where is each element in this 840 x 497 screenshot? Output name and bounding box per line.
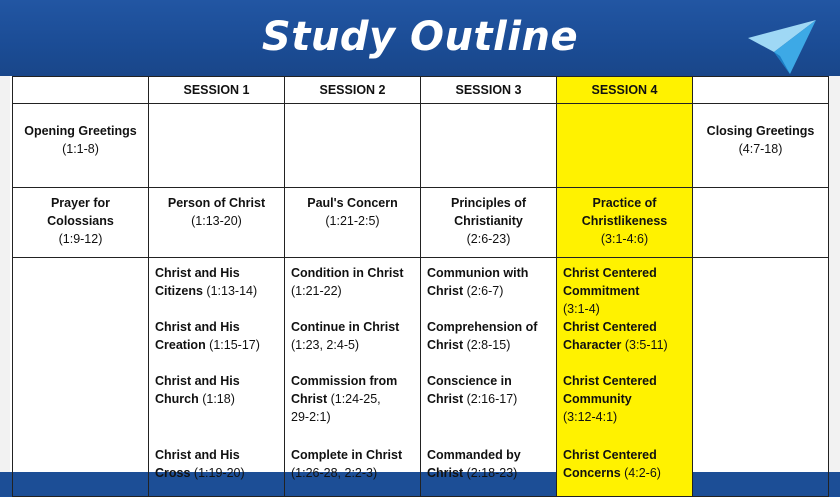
theme-title-line: Paul's Concern [307,196,398,210]
closing-greetings-cell [693,104,829,188]
header-cell-empty-left [13,77,149,104]
header-session-4: SESSION 4 [557,77,693,104]
closing-greetings-ref: (4:7-18) [738,142,783,156]
themes-row [13,188,829,258]
theme-ref: (1:21-2:5) [325,214,380,228]
theme-ref: (3:1-4:6) [600,232,649,246]
theme-title-line: Practice of [592,196,657,210]
lesson-item: Christ Centered Commitment (3:1-4) [563,266,657,316]
lessons-cell-empty-right [693,258,829,497]
session-1-lessons [149,258,285,497]
theme-cell-session-1 [149,188,285,258]
page-title: Study Outline [261,14,579,60]
lesson-item: Communion with Christ (2:6-7) [427,266,529,298]
theme-cell-prayer [13,188,149,258]
lessons-row [13,258,829,497]
theme-cell-session-3 [421,188,557,258]
session-3-lessons [421,258,557,497]
lesson-item: Condition in Christ (1:21-22) [291,266,404,298]
lesson-item: Christ and His Cross (1:19-20) [155,448,245,480]
lesson-item: Christ Centered Community (3:12-4:1) [563,374,657,424]
paper-plane-logo-icon [744,16,820,78]
theme-title-line: Colossians [47,214,114,228]
lesson-item: Conscience in Christ (2:16-17) [427,374,518,406]
session-2-lessons [285,258,421,497]
title-banner [0,0,840,76]
theme-ref: (1:9-12) [58,232,103,246]
header-session-1: SESSION 1 [149,77,285,104]
lesson-item: Commanded by Christ (2:18-23) [427,448,521,480]
theme-cell-empty-right [693,188,829,258]
lesson-item: Christ and His Creation (1:15-17) [155,320,260,352]
lesson-item: Christ Centered Character (3:5-11) [563,320,668,352]
session-3-greetings-cell [421,104,557,188]
header-cell-empty-right [693,77,829,104]
opening-greetings-ref: (1:1-8) [62,142,99,156]
header-session-2: SESSION 2 [285,77,421,104]
theme-title-line: Person of Christ [167,196,266,210]
theme-title-line: Principles of [450,196,527,210]
session-4-greetings-cell [557,104,693,188]
theme-title-line: Christianity [454,214,523,228]
lesson-item: Complete in Christ (1:26-28, 2:2-3) [291,448,403,480]
lesson-item: Commission from Christ (1:24-25, 29-2:1) [291,374,398,424]
theme-ref: (2:6-23) [466,232,511,246]
opening-greetings-title: Opening Greetings [24,124,137,138]
closing-greetings-title: Closing Greetings [706,124,815,138]
lessons-cell-empty-left [13,258,149,497]
header-row [13,77,829,104]
lesson-item: Christ and His Citizens (1:13-14) [155,266,258,298]
theme-ref: (1:13-20) [191,214,242,228]
theme-cell-session-2 [285,188,421,258]
session-4-lessons [557,258,693,497]
lesson-item: Continue in Christ (1:23, 2:4-5) [291,320,400,352]
lesson-item: Christ Centered Concerns (4:2-6) [563,448,661,480]
session-1-greetings-cell [149,104,285,188]
lesson-item: Comprehension of Christ (2:8-15) [427,320,538,352]
study-outline-table [12,76,829,497]
theme-title-line: Christlikeness [581,214,668,228]
opening-greetings-cell [13,104,149,188]
header-session-3: SESSION 3 [421,77,557,104]
greetings-row [13,104,829,188]
session-2-greetings-cell [285,104,421,188]
theme-title-line: Prayer for [50,196,111,210]
lesson-item: Christ and His Church (1:18) [155,374,240,406]
theme-cell-session-4 [557,188,693,258]
